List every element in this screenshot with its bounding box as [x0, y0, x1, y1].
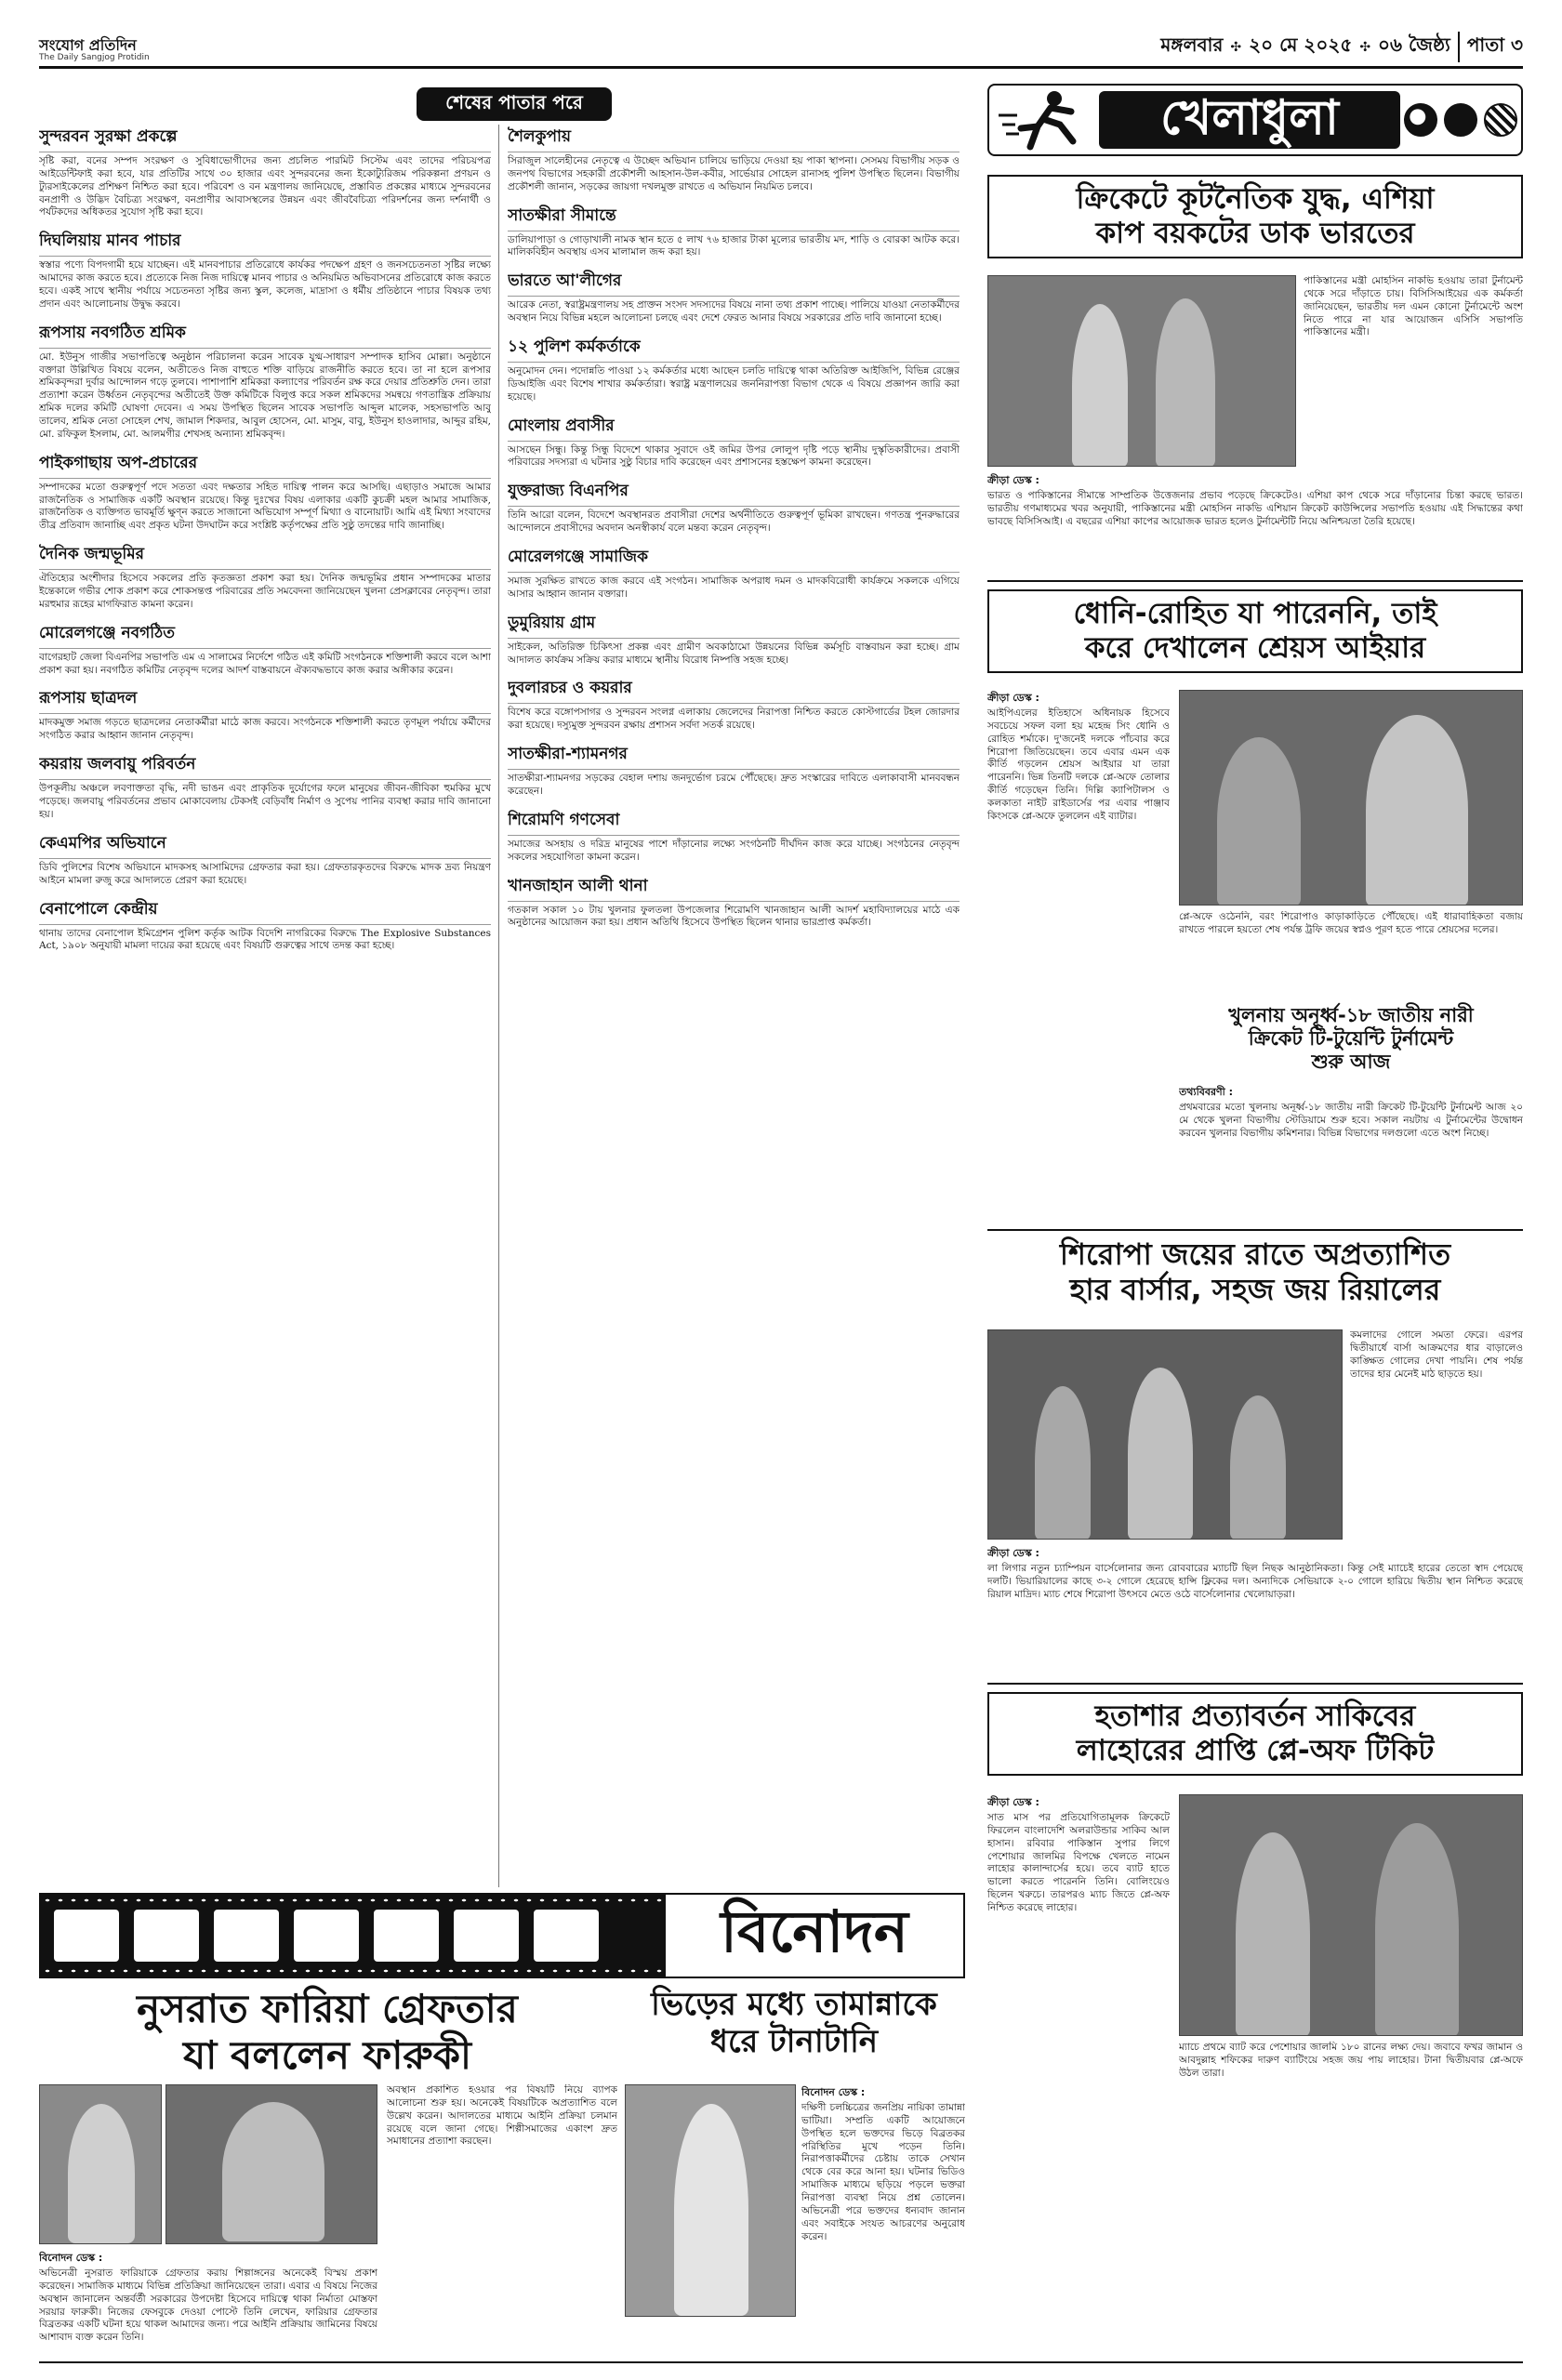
news-story — [39, 451, 491, 533]
news-story — [508, 414, 960, 470]
lahore-qalandars-photo — [1179, 1794, 1523, 2036]
news-story — [39, 542, 491, 612]
issue-day: মঙ্গলবার — [1160, 33, 1224, 56]
story-text: অবস্থান প্রকাশিত হওয়ার পর বিষয়টি নিয়ে ব্যাপক আলোচনা শুরু হয়। অনেকেই বিষয়টিকে অপ্রত্যাশিত বলে উল্লেখ করেন। আদালতের মাধ্যমে আইনি প্রক্রিয়া চলমান রয়েছে বলে জানা গেছে। শিল্পীসমাজের একাংশ দ্রুত সমাধানের প্রত্যাশা করছেন। — [387, 2084, 617, 2148]
story-heading: দুবলারচর ও কয়রার — [508, 676, 960, 704]
football-icon — [1444, 103, 1477, 137]
headline-shakib: হতাশার প্রত্যাবর্তন সাকিবের লাহোরের প্রাপ্তি প্লে-অফ টিকিট — [987, 1692, 1523, 1776]
asia-cup-story-side — [1304, 275, 1523, 467]
story-heading: খানজাহান আলী থানা — [508, 874, 960, 902]
story-heading: সাতক্ষীরা-শ্যামনগর — [508, 742, 960, 770]
story-text: সাত মাস পর প্রতিযোগিতামূলক ক্রিকেটে ফিরলেন বাংলাদেশি অলরাউন্ডার সাকিব আল হাসান। রবিবার পাকিস্তান সুপার লিগে পেশোয়ার জালমির বিপক্ষে খেলতে নামেন লাহোর কালান্দার্সের হয়ে। তবে ব্যাট হাতে ভালো করতে পারেননি তিনি। বোলিংয়েও ছিলেন খরুচে। তারপরও ম্যাচ জিতে প্লে-অফ নিশ্চিত করেছে লাহোর। — [987, 1812, 1170, 1914]
story-heading: শিরোমণি গণসেবা — [508, 808, 960, 836]
entertainment-section — [39, 1986, 965, 2358]
shreyas-iyer-photo — [1179, 690, 1523, 906]
news-story — [508, 874, 960, 931]
barca-story-side — [1350, 1329, 1523, 1540]
headline-shreyas-iyer: ধোনি-রোহিত যা পারেননি, তাই করে দেখালেন শ্রেয়স আইয়ার — [987, 589, 1523, 673]
story-text: বিশেষ করে বঙ্গোপসাগর ও সুন্দরবন সংলগ্ন এলাকায় জেলেদের নিরাপত্তা নিশ্চিত করতে কোস্টগার্ডের টহল জোরদার করা হয়েছে। দস্যুমুক্ত সুন্দরবন রক্ষায় প্রশাসন সর্বদা সতর্ক রয়েছে। — [508, 707, 960, 732]
story-heading: মোরেলগঞ্জে সামাজিক — [508, 545, 960, 573]
headline-barca-real: শিরোপা জয়ের রাতে অপ্রত্যাশিত হার বার্সার, সহজ জয় রিয়ালের — [1059, 1236, 1451, 1308]
news-story — [508, 676, 960, 733]
page-bottom-rule — [39, 2361, 1523, 2363]
asia-cup-story-text — [987, 472, 1523, 576]
sports-section — [987, 84, 1523, 2358]
news-column-1 — [39, 125, 491, 1887]
story-text: স্বস্তার পণ্যে বিপদগামী হয়ে যাচ্ছেন। এই মানবপাচার প্রতিরোধে কার্যকর পদক্ষেপ গ্রহণ ও জনসচেতনতা সৃষ্টির লক্ষ্যে আমাদের কাজ করতে হবে। প্রত্যেকে নিজ নিজ দায়িত্বে মানব পাচার ও অনিয়মিত অভিবাসনের প্রতিরোধে কাজ করতে হবে। একই সাথে স্থানীয় পর্যায়ে সচেতনতা সৃষ্টির জন্য স্কুল, কলেজ, মাদ্রাসা ও ধর্মীয় প্রতিষ্ঠানে পাচার বিষয়ক তথ্য প্রদান এবং আলোচনায় উদ্বুদ্ধ করবে। — [39, 259, 491, 310]
story-text: ডিবি পুলিশের বিশেষ অভিযানে মাদকসহ আসামিদের গ্রেফতার করা হয়। গ্রেফতারকৃতদের বিরুদ্ধে মাদক দ্রব্য নিয়ন্ত্রণ আইনে মামলা রুজু করে আদালতে প্রেরণ করা হয়েছে। — [39, 861, 491, 886]
story-heading: পাইকগাছায় অপ-প্রচারের — [39, 451, 491, 479]
story-text: সম্পাদকের মতো গুরুত্বপূর্ণ পদে সততা এবং দক্ষতার সহিত দায়িত্ব পালন করে আসছি। এছাড়াও সমাজে আমার রাজনৈতিক ও সামাজিক একটি অবস্থান রয়েছে। কিন্তু দুঃখের বিষয় এলাকার একটি কুচক্রী মহল আমার সামাজিক, রাজনৈতিক ও ব্যক্তিগত ভাবমূর্তি ক্ষুণ্ন করতে সাজানো অভিযোগ সম্পূর্ণ মিথ্যা ও বানোয়াট। আমি এই মিথ্যা সংবাদের তীব্র প্রতিবাদ জানাচ্ছি এবং প্রকৃত ঘটনা উদঘাটন করে সংশ্লিষ্ট কর্তৃপক্ষের প্রতি সুষ্ঠু তদন্তের দাবি জানাচ্ছি। — [39, 481, 491, 532]
story-heading: মোরেলগঞ্জে নবগঠিত — [39, 621, 491, 649]
headline-faria: নুসরাত ফারিয়া গ্রেফতার যা বললেন ফারুকী — [137, 1986, 518, 2078]
story-text: অনুমোদন দেন। পদোন্নতি পাওয়া ১২ কর্মকর্তার মধ্যে আছেন চলতি দায়িত্বে থাকা অতিরিক্ত আইজিপি, বিভিন্ন রেঞ্জের ডিআইজি এবং বিশেষ শাখার কর্মকর্তারা। স্বরাষ্ট্র মন্ত্রণালয়ের জননিরাপত্তা বিভাগ থেকে এ বিষয়ে প্রজ্ঞাপন জারি করা হয়েছে। — [508, 365, 960, 403]
barca-story-text — [987, 1545, 1523, 1677]
story-heading: ১২ পুলিশ কর্মকর্তাকে — [508, 335, 960, 363]
newspaper-tagline: The Daily Sangjog Protidin — [39, 52, 150, 62]
dateline: তথ্যবিবরণী : — [1179, 1086, 1234, 1098]
news-story — [39, 752, 491, 822]
story-text: ভারত ও পাকিস্তানের সীমান্তে সাম্প্রতিক উত্তেজনার প্রভাব পড়েছে ক্রিকেটেও। এশিয়া কাপ থেকে সরে দাঁড়ানোর চিন্তা করছে ভারত। ভারতীয় গণমাধ্যমের খবর অনুযায়ী, পাকিস্তানের মন্ত্রী মোহসিন নাকভি এশিয়ান ক্রিকেট কাউন্সিলের সভাপতি হওয়ায় এই সিদ্ধান্তের কথা ভাবছে বিসিসিআই। এ বছরের এশিয়া কাপের আয়োজক ভারত হলেও টুর্নামেন্টটি নিয়ে অনিশ্চয়তা তৈরি হয়েছে। — [987, 490, 1523, 527]
news-story — [508, 125, 960, 194]
news-story — [508, 204, 960, 260]
story-text: সৃষ্টি করা, বনের সম্পদ সংরক্ষণ ও সুবিধাভোগীদের জন্য প্রচলিত পারমিট সিস্টেম এবং তাদের পরিচয়পত্র আইডেন্টিফাই করা হবে, যার প্রতিটির সাথে ৩০ হাজার এবং সুন্দরবনের জন্য ইকোট্যুরিজম পরিকল্পনা প্রণয়ন ও ট্যুরসাইকেলের প্রশিক্ষণ নিশ্চিত করা হবে। পরিবেশ ও বন মন্ত্রণালয় জানিয়েছে, প্রস্তাবিত প্রকল্পের মাধ্যমে সুন্দরবনের বনপ্রাণী ও উদ্ভিদ বৈচিত্র্য সংরক্ষণ, বনপ্রাণীর আবাসস্থলের উন্নয়ন এবং জীববৈচিত্র্য পরিদর্শনের জন্য দর্শনার্থী ও পর্যটকদের অধিকতর সুযোগ সৃষ্টি করা হবে। — [39, 155, 491, 218]
news-story — [508, 269, 960, 325]
story-heading: সাতক্ষীরা সীমান্তে — [508, 204, 960, 231]
story-heading: শৈলকুপায় — [508, 125, 960, 152]
story-text: প্লে-অফে ওঠেননি, বরং শিরোপাও কাড়াকাড়িতে পৌঁছেছে। এই ধারাবাহিকতা বজায় রাখতে পারলে হয়তো শেষ পর্যন্ত ট্রফি জয়ের স্বপ্নও পূরণ হতে পারে শ্রেয়সের দলের। — [1179, 911, 1523, 935]
separator-icon: ✣ — [1359, 39, 1371, 55]
sports-balls-graphic — [1400, 103, 1521, 137]
story-text: বাগেরহাট জেলা বিএনপির সভাপতি এম এ সালামের নির্দেশে গঠিত এই কমিটি সংগঠনকে শক্তিশালী করবে বলে আশা প্রকাশ করা হয়। নবগঠিত কমিটির নেতৃবৃন্দ দলের আদর্শ বাস্তবায়নে ঐক্যবদ্ধভাবে কাজ করার অঙ্গীকার করেন। — [39, 651, 491, 676]
story-heading: রূপসায় নবগঠিত শ্রমিক — [39, 321, 491, 349]
actress-photo — [39, 2084, 162, 2244]
dateline: ক্রীড়া ডেস্ক : — [987, 692, 1039, 704]
issue-info — [1160, 32, 1523, 62]
newspaper-name: সংযোগ প্রতিদিন — [39, 35, 137, 54]
runner-icon — [997, 87, 1099, 152]
continued-from-last-page-tag: শেষের পাতার পরে — [417, 87, 612, 121]
cricket-players-photo — [987, 275, 1296, 467]
story-text: অভিনেত্রী নুসরাত ফারিয়াকে গ্রেফতার করায় শিল্পাঙ্গনের অনেকেই বিস্ময় প্রকাশ করেছেন। সামাজিক মাধ্যমে বিভিন্ন প্রতিক্রিয়া জানিয়েছেন তারা। এবার এ বিষয়ে নিজের অবস্থান জানালেন অন্তর্বর্তী সরকারের উপদেষ্টা হিসেবে দায়িত্বে থাকা নির্মাতা মোস্তফা সরয়ার ফারুকী। নিজের ফেসবুকে দেওয়া পোস্টে তিনি লেখেন, ফারিয়ার গ্রেফতার বিব্রতকর একটি ঘটনা হয়ে থাকল আমাদের জন্য। পরে আইনি প্রক্রিয়ায় জামিনের বিষয়ে আশাবাদ ব্যক্ত করেন তিনি। — [39, 2268, 377, 2344]
story-text: ঐতিহ্যের অংশীদার হিসেবে সকলের প্রতি কৃতজ্ঞতা প্রকাশ করা হয়। দৈনিক জন্মভূমির প্রধান সম্পাদকের মাতার ইন্তেকালে গভীর শোক প্রকাশ করে শোকসন্তপ্ত পরিবারের প্রতি সমবেদনা জানিয়েছেন খুলনা প্রেসক্লাবের নেতৃবৃন্দ। তারা মরহুমার রূহের মাগফিরাত কামনা করেন। — [39, 573, 491, 610]
brand — [39, 35, 150, 62]
dateline: ক্রীড়া ডেস্ক : — [987, 1547, 1039, 1559]
story-text: গতকাল সকাল ১০ টায় খুলনার ফুলতলা উপজেলার শিরোমণি খানজাহান আলী আদর্শ মহাবিদ্যালয়ের মাঠে এক অনুষ্ঠানের আয়োজন করা হয়। প্রধান অতিথি হিসেবে উপস্থিত ছিলেন থানার ভারপ্রাপ্ত কর্মকর্তা। — [508, 904, 960, 929]
tamanna-story-text — [801, 2084, 965, 2358]
headline-khulna-women-cricket: খুলনায় অনূর্ধ্ব-১৮ জাতীয় নারী ক্রিকেট টি-টুয়েন্টি টুর্নামেন্ট শুরু আজ — [1228, 1004, 1474, 1074]
barcelona-celebration-photo — [987, 1329, 1343, 1540]
story-text: পাকিস্তানের মন্ত্রী মোহসিন নাকভি হওয়ায় তারা টুর্নামেন্ট থেকে সরে দাঁড়াতে চায়। বিসিসিআইয়ের এক কর্মকর্তা জানিয়েছেন, ভারতীয় দল এমন কোনো টুর্নামেন্টে অংশ নিতে পারে না যার আয়োজন এসিসি সভাপতি পাকিস্তানের মন্ত্রী। — [1304, 275, 1523, 338]
news-story — [508, 742, 960, 799]
news-story — [39, 831, 491, 888]
news-column-2 — [508, 125, 960, 1887]
separator-icon: ✣ — [1230, 39, 1242, 55]
faria-story-text — [39, 2250, 377, 2358]
masthead — [39, 32, 1523, 69]
story-text: থানায় তাদের বেনাপোল ইমিগ্রেশন পুলিশ কর্তৃক আটক বিদেশি নাগরিকের বিরুদ্ধে The Explosive Substances Act, ১৯০৮ অনুযায়ী মামলা দায়ের করা হয়েছে এবং বিষয়টি গুরুত্বের সাথে তদন্ত করা হচ্ছে। — [39, 927, 491, 952]
dateline: বিনোদন ডেস্ক : — [801, 2086, 866, 2098]
continued-news-section — [39, 84, 965, 1887]
issue-date: ২০ মে ২০২৫ — [1249, 33, 1353, 56]
shreyas-story-text — [987, 690, 1170, 997]
story-text: আইপিএলের ইতিহাসে অধিনায়ক হিসেবে সবচেয়ে সফল বলা হয় মহেন্দ্র সিং ধোনি ও রোহিত শর্মাকে। দু'জনেই দলকে পাঁচবার করে শিরোপা জিতিয়েছেন। তবে এবার এমন এক কীর্তি গড়লেন শ্রেয়স আইয়ার যা তারা পারেননি। ভিন্ন তিনটি দলকে প্লে-অফে তোলার কীর্তি গড়েছেন তিনি। দিল্লি ক্যাপিটালস ও কলকাতা নাইট রাইডার্সের পর এবার পাঞ্জাব কিংসকে প্লে-অফে তুললেন এই ব্যাটার। — [987, 707, 1170, 822]
dateline: ক্রীড়া ডেস্ক : — [987, 474, 1039, 486]
news-story — [39, 686, 491, 743]
headline-asia-cup: ক্রিকেটে কূটনৈতিক যুদ্ধ, এশিয়া কাপ বয়কটের ডাক ভারতের — [987, 175, 1523, 258]
news-story — [508, 479, 960, 536]
shreyas-story-text-continued — [1179, 911, 1523, 997]
shakib-story-text — [987, 1794, 1170, 2116]
story-text: সাতক্ষীরা-শ্যামনগর সড়কের বেহাল দশায় জনদুর্ভোগ চরমে পৌঁছেছে। দ্রুত সংস্কারের দাবিতে এলাকাবাসী মানববন্ধন করেছেন। — [508, 773, 960, 798]
story-heading: রূপসায় ছাত্রদল — [39, 686, 491, 714]
story-text: লা লিগার নতুন চ্যাম্পিয়ন বার্সেলোনার জন্য রোববারের ম্যাচটি ছিল নিছক আনুষ্ঠানিকতা। কিন্তু সেই ম্যাচেই হারের তেতো স্বাদ পেয়েছে দলটি। ভিয়ারিয়ালের কাছে ৩-২ গোলে হেরেছে হান্সি ফ্লিকের দল। অন্যদিকে সেভিয়াকে ২-০ গোলে হারিয়ে দ্বিতীয় স্থান নিশ্চিত করেছে রিয়াল মাদ্রিদ। ম্যাচ শেষে শিরোপা উৎসবে মেতে ওঠে বার্সেলোনার খেলোয়াড়রা। — [987, 1563, 1523, 1600]
director-photo — [165, 2084, 377, 2244]
page-number: পাতা ৩ — [1458, 32, 1523, 62]
tamanna-photo — [625, 2084, 796, 2317]
entertainment-section-title: বিনোদন — [666, 1895, 963, 1977]
story-text: সিরাজুল সালেহীনের নেতৃত্বে এ উচ্ছেদ অভিযান চালিয়ে ভাড়িয়ে দেওয়া হয় পাকা স্থাপনা। সেসময় বিভাগীয় সড়ক ও জনপথ বিভাগের সহকারী প্রকৌশলী আহসান-উল-কবীর, সার্ভেয়ার সোহেল রানাসহ পুলিশ উপস্থিত ছিলেন। বিভাগীয় প্রকৌশলী জানান, সড়কের জায়গা দখলমুক্ত রাখতে এ অভিযান নিয়মিত চলবে। — [508, 155, 960, 192]
story-heading: ডুমুরিয়ায় গ্রাম — [508, 611, 960, 639]
sports-section-title: খেলাধুলা — [1099, 91, 1400, 149]
story-heading: কেএমপির অভিযানে — [39, 831, 491, 859]
story-heading: বেনাপোলে কেন্দ্রীয় — [39, 897, 491, 925]
story-text: তিনি আরো বলেন, বিদেশে অবস্থানরত প্রবাসীরা দেশের অর্থনীতিতে গুরুত্বপূর্ণ ভূমিকা রাখছেন। গণতন্ত্র পুনরুদ্ধারের আন্দোলনে প্রবাসীদের অবদান অনস্বীকার্য বলে মন্তব্য করেন নেতৃবৃন্দ। — [508, 509, 960, 535]
story-text: সমাজের অসহায় ও দরিদ্র মানুষের পাশে দাঁড়ানোর লক্ষ্যে সংগঠনটি দীর্ঘদিন কাজ করে যাচ্ছে। সংগঠনের নেতৃবৃন্দ সকলের সহযোগিতা কামনা করেন। — [508, 838, 960, 863]
story-text: আসছেন সিন্ধু। কিন্তু সিন্ধু বিদেশে থাকার সুবাদে ওই জমির উপর লোলুপ দৃষ্টি পড়ে স্থানীয় দুস্কৃতিকারীদের। প্রবাসী পরিবারের সদস্যরা এ ঘটনার সুষ্ঠু বিচার দাবি করেছেন এবং প্রশাসনের হস্তক্ষেপ কামনা করেছেন। — [508, 443, 960, 469]
news-story — [39, 897, 491, 954]
story-text: উপকূলীয় অঞ্চলে লবণাক্ততা বৃদ্ধি, নদী ভাঙন এবং প্রাকৃতিক দুর্যোগের ফলে মানুষের জীবন-জীবিকা হুমকির মুখে পড়েছে। জলবায়ু পরিবর্তনের প্রভাব মোকাবেলায় টেকসই বেড়িবাঁধ নির্মাণ ও সুপেয় পানির ব্যবস্থা করার দাবি জানানো হয়। — [39, 783, 491, 820]
story-text: প্রথমবারের মতো খুলনায় অনূর্ধ্ব-১৮ জাতীয় নারী ক্রিকেট টি-টুয়েন্টি টুর্নামেন্ট আজ ২০ মে থেকে খুলনা বিভাগীয় স্টেডিয়ামে শুরু হবে। সকাল নয়টায় এ টুর্নামেন্টের উদ্বোধন করবেন খুলনার বিভাগীয় কমিশনার। বিভিন্ন বিভাগের দলগুলো এতে অংশ নিচ্ছে। — [1179, 1102, 1523, 1139]
headline-tamanna: ভিড়ের মধ্যে তামান্নাকে ধরে টানাটানি — [651, 1986, 937, 2061]
story-heading: মোংলায় প্রবাসীর — [508, 414, 960, 442]
shakib-story-text-continued — [1179, 2042, 1523, 2116]
film-strip-graphic — [41, 1895, 666, 1977]
news-story — [39, 229, 491, 311]
column-divider — [498, 125, 499, 1887]
issue-bengali-date: ০৬ জৈষ্ঠ্য — [1378, 33, 1450, 56]
story-heading: যুক্তরাজ্য বিএনপির — [508, 479, 960, 507]
dateline: বিনোদন ডেস্ক : — [39, 2252, 103, 2264]
story-text: ম্যাচে প্রথমে ব্যাট করে পেশোয়ার জালমি ১৮০ রানের লক্ষ্য দেয়। জবাবে ফখর জামান ও আবদুল্লাহ শফিকের দারুণ ব্যাটিংয়ে সহজ জয় পায় লাহোর। টানা দ্বিতীয়বার প্লে-অফে উঠল তারা। — [1179, 2042, 1523, 2079]
news-story — [39, 125, 491, 219]
cricket-ball-icon — [1404, 103, 1437, 137]
news-story — [39, 321, 491, 442]
volleyball-icon — [1484, 103, 1517, 137]
story-text: ডালিয়াপাড়া ও গোড়াখালী নামক স্থান হতে ৫ লাখ ৭৬ হাজার টাকা মূল্যের ভারতীয় মদ, শাড়ি ও বোরকা আটক করে। মালিকবিহীন অবস্থায় এসব মালামাল জব্দ করা হয়। — [508, 233, 960, 258]
story-heading: সুন্দরবন সুরক্ষা প্রকল্পে — [39, 125, 491, 152]
story-text: সাইকেল, অতিরিক্ত চিকিৎসা প্রকল্প এবং গ্রামীণ অবকাঠামো উন্নয়নের বিভিন্ন কর্মসূচি বাস্তবায়ন করা হচ্ছে। গ্রাম আদালত কার্যক্রম সক্রিয় করার মাধ্যমে স্থানীয় বিরোধ নিষ্পত্তি সহজ হচ্ছে। — [508, 641, 960, 666]
news-story — [508, 611, 960, 668]
story-heading: ভারতে আ'লীগের — [508, 269, 960, 297]
khulna-cricket-story-text — [1179, 1084, 1523, 1223]
sports-section-banner — [987, 84, 1523, 156]
story-text: মো. ইউনুস গাজীর সভাপতিত্বে অনুষ্ঠান পরিচালনা করেন সাবেক যুগ্ম-সাধারণ সম্পাদক হাসিব মোল্লা। অনুষ্ঠানে বক্তারা উল্লিখিত বিষয়ে বলেন, অতীতেও নিজ বাহুতে শক্তি বাড়িয়ে রাজনীতি করতে হবে। তা না হলে রূপসার শ্রমিকবৃন্দরা দুর্বার আন্দোলন গড়ে তুলবে। পাশাপাশি শ্রমিকরা কল্যাণের পরিবর্তন রক্ষ করে দেয়ার প্রতিশ্রুতি দেন। তারা প্রত্যাশা করেন উর্ধ্বতন নেতৃবৃন্দের অতীতেই উক্ত কমিটিকে বিলুপ্ত করে সকল শ্রমিকদের সমন্বয়ে গণতান্ত্রিক প্রক্রিয়ায় শ্রমিক দলের কমিটি ঘোষণা দেবেন। এ সময় উপস্থিত ছিলেন সাবেক সভাপতি আব্দুল মালেক, সহসভাপতি আবু তালেব, শ্রমিক নেতা সোহেল শেখ, জামাল শিকদার, আবুল হোসেন, মো. মাসুম, বাবু, ইউনুস হাওলাদার, আব্দুর রহিম, মো. রফিকুল ইসলাম, মো. আলমগীর শেখসহ অন্যান্য শ্রমিকবৃন্দ। — [39, 350, 491, 440]
story-text: সমাজ সুরক্ষিত রাখতে কাজ করবে এই সংগঠন। সামাজিক অপরাধ দমন ও মাদকবিরোধী কার্যক্রমে সকলকে এগিয়ে আসার আহ্বান জানান বক্তারা। — [508, 575, 960, 600]
story-text: কমলাদের গোলে সমতা ফেরে। এরপর দ্বিতীয়ার্ধে বার্সা আক্রমণের ধার বাড়ালেও কাঙ্ক্ষিত গোলের দেখা পায়নি। শেষ পর্যন্ত তাদের হার মেনেই মাঠ ছাড়তে হয়। — [1350, 1329, 1523, 1380]
story-heading: দৈনিক জন্মভূমির — [39, 542, 491, 570]
dateline: ক্রীড়া ডেস্ক : — [987, 1796, 1039, 1808]
story-text: দক্ষিণী চলচ্চিত্রের জনপ্রিয় নায়িকা তামান্না ভাটিয়া। সম্প্রতি একটি আয়োজনে উপস্থিত হলে ভক্তদের ভিড়ে বিব্রতকর পরিস্থিতির মুখে পড়েন তিনি। নিরাপত্তাকর্মীদের চেষ্টায় তাকে সেখান থেকে বের করে আনা হয়। ঘটনার ভিডিও সামাজিক মাধ্যমে ছড়িয়ে পড়লে ভক্তরা নিরাপত্তা ব্যবস্থা নিয়ে প্রশ্ন তোলেন। অভিনেত্রী পরে ভক্তদের ধন্যবাদ জানান এবং সবাইকে সংযত আচরণের অনুরোধ করেন। — [801, 2102, 965, 2242]
story-heading: দিঘলিয়ায় মানব পাচার — [39, 229, 491, 257]
story-text: মাদকমুক্ত সমাজ গড়তে ছাত্রদলের নেতাকর্মীরা মাঠে কাজ করবে। সংগঠনকে শক্তিশালী করতে তৃণমূল পর্যায়ে কর্মীদের সংগঠিত করার আহ্বান জানান নেতৃবৃন্দ। — [39, 717, 491, 742]
news-story — [39, 621, 491, 678]
story-heading: কয়রায় জলবায়ু পরিবর্তন — [39, 752, 491, 780]
entertainment-section-banner — [39, 1893, 965, 1978]
news-story — [508, 335, 960, 404]
faria-story-text-continued — [387, 2084, 617, 2358]
story-text: আরেক নেতা, স্বরাষ্ট্রমন্ত্রণালয় সহ প্রাক্তন সংসদ সদস্যদের বিষয়ে নানা তথ্য প্রকাশ পাচ্ছে। পালিয়ে যাওয়া নেতাকর্মীদের অবস্থান নিয়ে বিভিন্ন মহলে আলোচনা চলছে এবং দেশে ফেরত আনার বিষয়ে সরকারের প্রতি দাবি জানানো হচ্ছে। — [508, 299, 960, 324]
news-story — [508, 545, 960, 602]
news-story — [508, 808, 960, 865]
